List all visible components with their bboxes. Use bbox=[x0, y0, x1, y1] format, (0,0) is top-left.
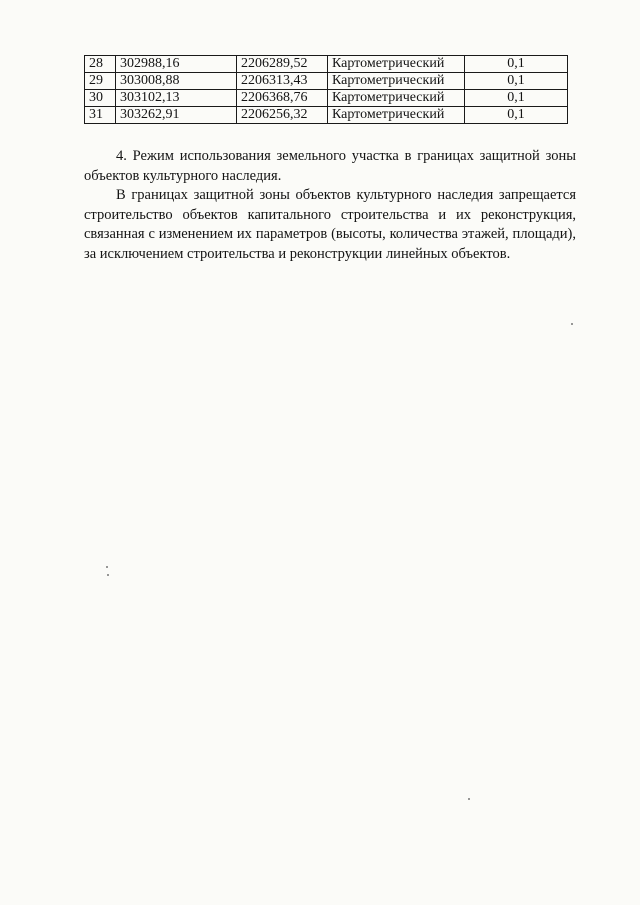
section-4-text bbox=[84, 147, 576, 264]
method: Картометрический bbox=[328, 90, 465, 107]
section-4-heading-paragraph: 4. Режим использования земельного участка в границах защитной зоны объектов культурного наследия. bbox=[84, 148, 576, 184]
point-number: 31 bbox=[85, 107, 116, 124]
point-number: 28 bbox=[85, 56, 116, 73]
table-row bbox=[85, 107, 568, 124]
error: 0,1 bbox=[465, 56, 568, 73]
table-row bbox=[85, 56, 568, 73]
scan-speck bbox=[107, 574, 109, 576]
point-number: 29 bbox=[85, 73, 116, 90]
error: 0,1 bbox=[465, 107, 568, 124]
coord-y: 2206313,43 bbox=[237, 73, 328, 90]
coord-y: 2206368,76 bbox=[237, 90, 328, 107]
table-row bbox=[85, 73, 568, 90]
error: 0,1 bbox=[465, 73, 568, 90]
scan-speck bbox=[468, 798, 470, 800]
scan-speck bbox=[106, 566, 108, 568]
coord-x: 302988,16 bbox=[116, 56, 237, 73]
coord-x: 303008,88 bbox=[116, 73, 237, 90]
error: 0,1 bbox=[465, 90, 568, 107]
point-number: 30 bbox=[85, 90, 116, 107]
method: Картометрический bbox=[328, 107, 465, 124]
coordinates-table bbox=[84, 55, 568, 124]
coord-x: 303102,13 bbox=[116, 90, 237, 107]
method: Картометрический bbox=[328, 56, 465, 73]
coord-x: 303262,91 bbox=[116, 107, 237, 124]
scan-speck bbox=[571, 323, 573, 325]
coord-y: 2206256,32 bbox=[237, 107, 328, 124]
coord-y: 2206289,52 bbox=[237, 56, 328, 73]
method: Картометрический bbox=[328, 73, 465, 90]
table-row bbox=[85, 90, 568, 107]
section-4-body-paragraph: В границах защитной зоны объектов культурного наследия запрещается строительство объектов капитального строительства и их реконструкция, связанная с изменением их параметров (высоты, количества этажей, площади), за исключением строительства и реконструкции линейных объектов. bbox=[84, 187, 576, 262]
